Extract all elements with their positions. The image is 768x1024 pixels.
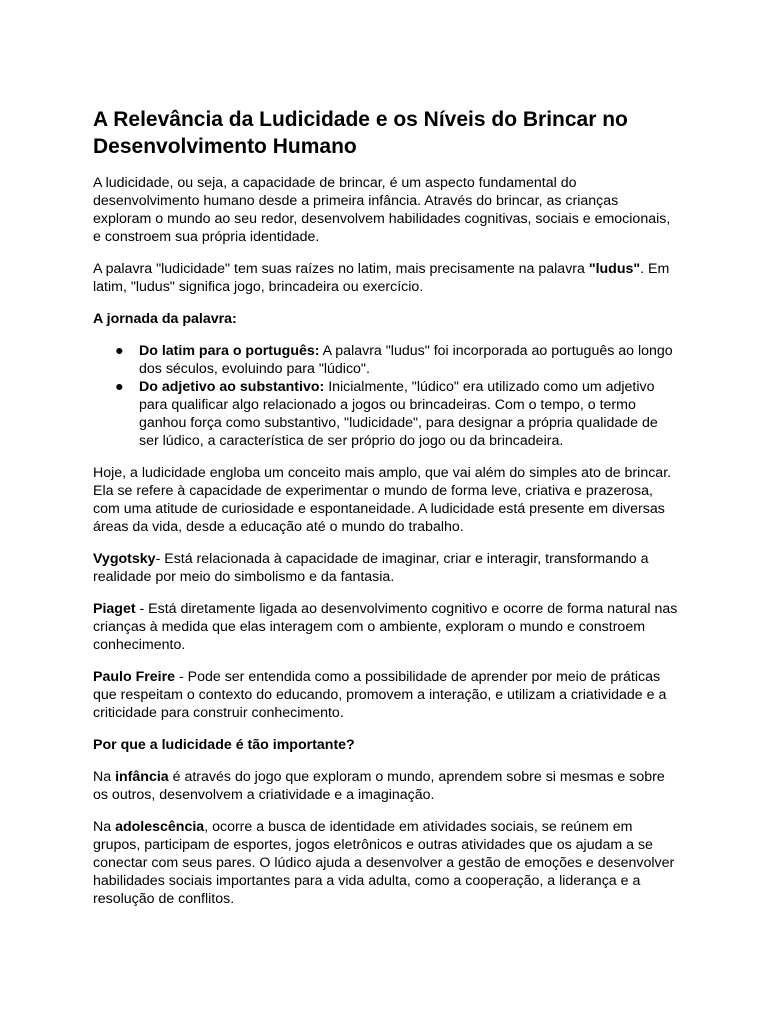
importance-heading: Por que a ludicidade é tão importante?: [93, 737, 355, 753]
journey-heading: A jornada da palavra:: [93, 311, 237, 327]
etymology-paragraph: [93, 260, 678, 296]
today-paragraph: Hoje, a ludicidade engloba um conceito mais amplo, que vai além do simples ato de brincar. Ela se refere à capacidade de experimentar o mundo de forma leve, criativa e prazerosa, com uma atitude de curiosidade e espontaneidade. A ludicidade está presente em diversas áreas da vida, desde a educação até o mundo do trabalho.: [93, 465, 672, 535]
author-text: - Pode ser entendida como a possibilidade de aprender por meio de práticas que respeitam o contexto do educando, promovem a interação, e utilizam a criatividade e a criticidade para construir conhecimento.: [93, 669, 667, 721]
list-item-label: Do latim para o português:: [139, 343, 320, 359]
etymology-bold-word: "ludus": [588, 261, 641, 277]
etymology-text-before: A palavra "ludicidade" tem suas raízes no latim, mais precisamente na palavra: [93, 261, 589, 277]
journey-list: [93, 342, 678, 450]
adolescence-paragraph: Na adolescência, ocorre a busca de identidade em atividades sociais, se reúnem em grupos, participam de esportes, jogos eletrônicos e outras atividades que os ajudam a se conectar com seus pares. O lúdico ajuda a desenvolver a gestão de emoções e desenvolver habilidades sociais importantes para a vida adulta, como a cooperação, a liderança e a resolução de conflitos.: [93, 819, 675, 907]
adolescence-bold-word: adolescência: [115, 819, 205, 835]
author-paragraph-piaget: [93, 600, 678, 654]
author-name: Piaget: [93, 601, 136, 617]
author-paragraph-vygotsky: [93, 550, 678, 586]
list-item-label: Do adjetivo ao substantivo:: [139, 379, 325, 395]
etymology-text-after: . Em latim, "ludus" significa jogo, brincadeira ou exercício.: [93, 261, 670, 295]
bullet-icon: ●: [115, 343, 124, 359]
author-text: - Está diretamente ligada ao desenvolvimento cognitivo e ocorre de forma natural nas crianças à medida que elas interagem com o ambiente, exploram o mundo e constroem conhecimento.: [93, 601, 678, 653]
document-title: A Relevância da Ludicidade e os Níveis do Brincar no Desenvolvimento Humano: [93, 108, 628, 158]
list-item: [115, 342, 678, 378]
author-name: Paulo Freire: [93, 669, 176, 685]
author-name: Vygotsky: [93, 551, 156, 567]
childhood-bold-word: infância: [115, 769, 169, 785]
intro-paragraph: A ludicidade, ou seja, a capacidade de brincar, é um aspecto fundamental do desenvolvimento humano desde a primeira infância. Através do brincar, as crianças exploram o mundo ao seu redor, desenvolvem habilidades cognitivas, sociais e emocionais, e constroem sua própria identidade.: [93, 175, 671, 245]
author-text: - Está relacionada à capacidade de imaginar, criar e interagir, transformando a realidade por meio do simbolismo e da fantasia.: [93, 551, 649, 585]
list-item: [115, 378, 678, 450]
bullet-icon: ●: [115, 379, 124, 395]
list-item-text: Inicialmente, "lúdico" era utilizado como um adjetivo para qualificar algo relacionado a jogos ou brincadeiras. Com o tempo, o termo ganhou força como substantivo, "ludicidade", para designar a própria qualidade de ser lúdico, a característica de ser próprio do jogo ou da brincadeira.: [139, 379, 658, 449]
childhood-paragraph: Na infância é através do jogo que exploram o mundo, aprendem sobre si mesmas e sobre os outros, desenvolvem a criatividade e a imaginação.: [93, 769, 665, 803]
author-paragraph-paulo-freire: [93, 668, 678, 722]
list-item-text: A palavra "ludus" foi incorporada ao português ao longo dos séculos, evoluindo para "lúdico".: [139, 343, 673, 377]
